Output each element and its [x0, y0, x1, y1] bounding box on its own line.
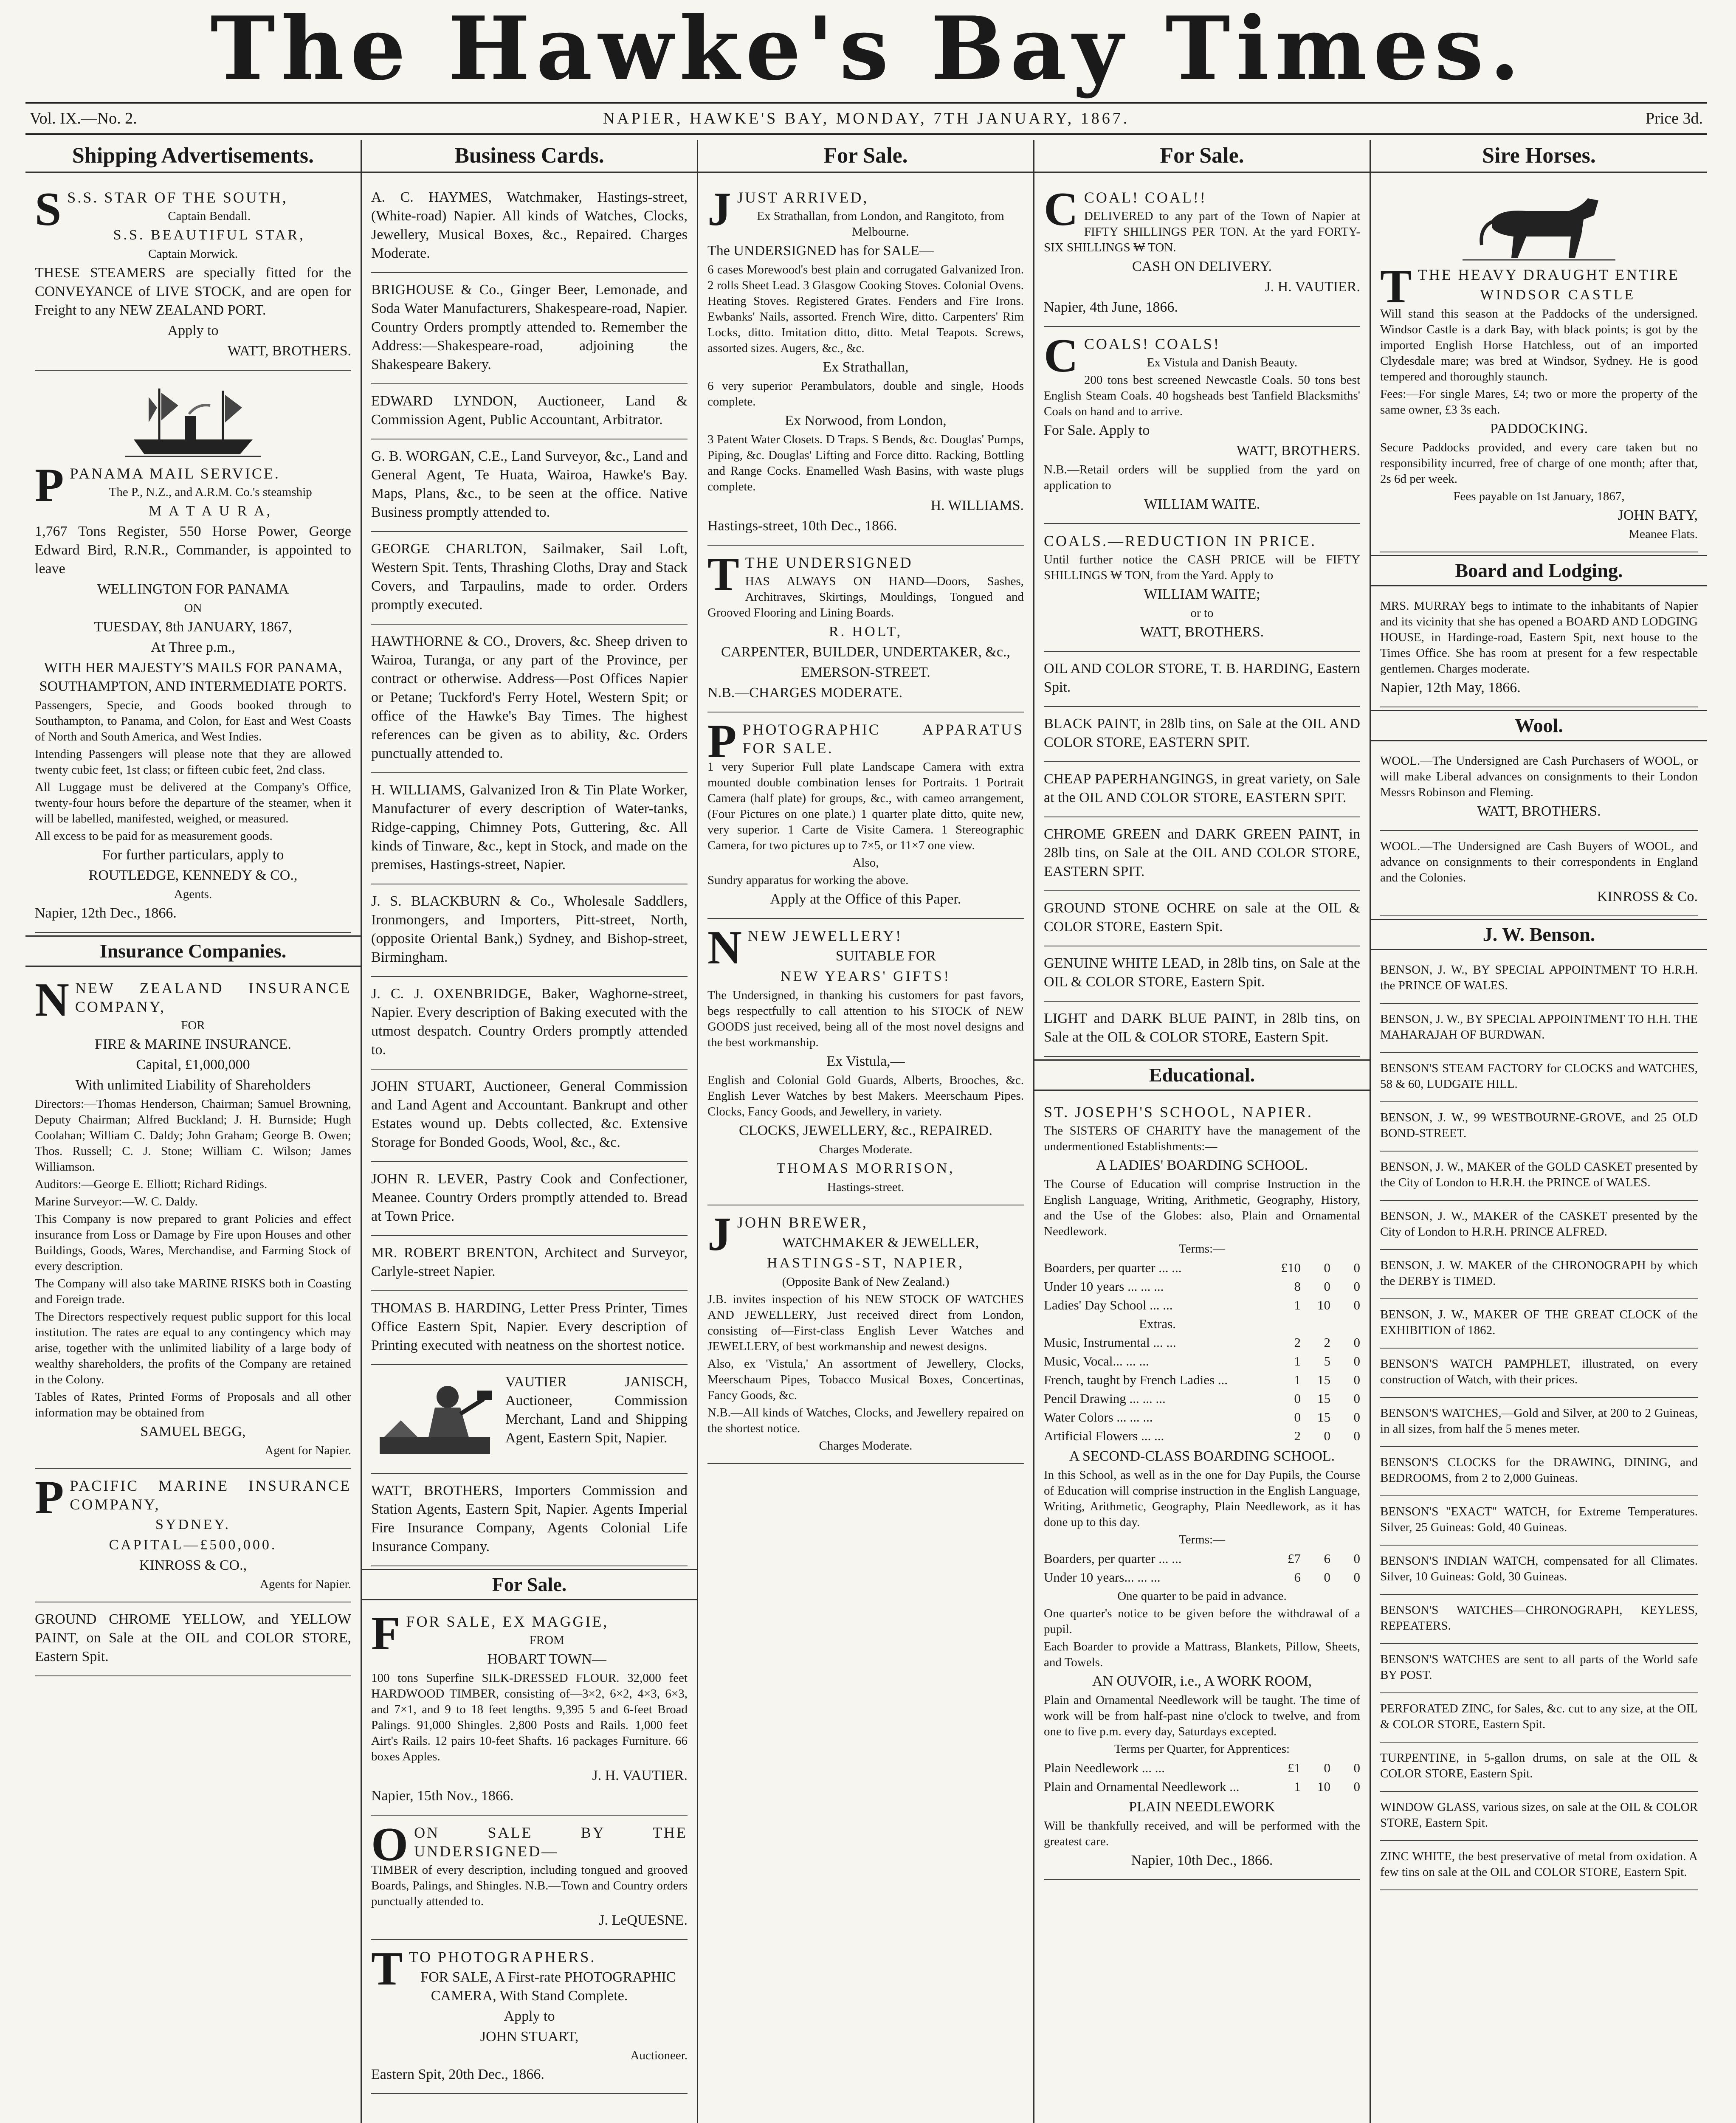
ad-wool [1380, 746, 1698, 831]
business-card [371, 977, 688, 1070]
ad-text: FOR [181, 1019, 205, 1032]
ad-signature: THOMAS MORRISON, [776, 1160, 955, 1176]
ad-body: THESE STEAMERS are specially fitted for the CONVEYANCE of LIVE STOCK, and are open for Freight to any NEW ZEALAND PORT. [35, 265, 351, 318]
ad-surveyor: Marine Surveyor:—W. C. Daldy. [35, 1195, 198, 1208]
ad-body: Plain and Ornamental Needlework will be taught. The time of work will be from half-past nine o'clock to twelve, and from one to five p.m. every day, Saturdays excepted. [1044, 1693, 1360, 1738]
ad-text: Secure Paddocks provided, and every care taken but no responsibility incurred, free of charge of one month; after that, 2s 6d per week. [1380, 441, 1698, 486]
ad-text: Ex Norwood, from London, [785, 413, 947, 428]
ad-time: At Three p.m., [151, 639, 235, 655]
ad-text: For further particulars, apply to [102, 847, 284, 863]
business-card [371, 884, 688, 977]
ad-wool [1380, 831, 1698, 916]
business-card [371, 625, 688, 773]
ad-text: Will be thankfully received, and will be performed with the greatest care. [1044, 1819, 1360, 1848]
ad-body: Until further notice the CASH PRICE will be FIFTY SHILLINGS ₩ TON, from the Yard. Apply to [1044, 553, 1360, 582]
ad-text: All excess to be paid for as measurement goods. [35, 829, 273, 843]
ad-text: N.B.—CHARGES MODERATE. [707, 685, 903, 701]
ad-title: FFOR SALE, EX MAGGIE, [371, 1607, 609, 1660]
ad-text: Ex Vistula and Danish Beauty. [1147, 356, 1298, 369]
ad-text: HASTINGS-ST, NAPIER, [767, 1255, 964, 1271]
short-ad [1044, 707, 1360, 762]
ad-text: A SECOND-CLASS BOARDING SCHOOL. [1069, 1448, 1335, 1464]
short-ad [1044, 762, 1360, 817]
ad-text: PADDOCKING. [1490, 421, 1588, 436]
ad-text: Intending Passengers will please note that they are allowed twenty cubic feet, 1st class; or fifteen cubic feet, 2nd class. [35, 747, 351, 777]
short-ad [1380, 1841, 1698, 1890]
ad-text: Each Boarder to provide a Mattrass, Blankets, Pillow, Sheets, and Towels. [1044, 1640, 1360, 1669]
section-header-board-lodging: Board and Lodging. [1371, 555, 1707, 586]
ad-dated: Napier, 4th June, 1866. [1044, 299, 1178, 315]
short-ad [1380, 1693, 1698, 1743]
column-business-cards [362, 140, 698, 2123]
table-row: Ladies' Day School ... ... 1 10 0 [1044, 1298, 1360, 1312]
benson-ad [1380, 1250, 1698, 1299]
benson-ad [1380, 1299, 1698, 1349]
ad-text: (Opposite Bank of New Zealand.) [782, 1275, 950, 1289]
ad-dated: Napier, 12th May, 1866. [1380, 680, 1521, 695]
ad-text: BENSON'S WATCHES are sent to all parts of the World safe BY POST. [1380, 1653, 1698, 1682]
ad-text: BENSON'S WATCHES,—Gold and Silver, at 200 to 2 Guineas, in all sizes, from half the 5 menes meter. [1380, 1406, 1698, 1436]
table-row: Music, Instrumental ... ... 2 2 0 [1044, 1335, 1360, 1350]
ad-text: HOBART TOWN— [487, 1651, 606, 1667]
ad-windsor-castle [1380, 180, 1698, 552]
ad-body: TIMBER of every description, including tongued and grooved Boards, Palings, and Shingles. N.B.—Town and Country orders punctually attended to. [371, 1863, 688, 1908]
ad-title: TTHE UNDERSIGNED [707, 548, 913, 601]
business-card [371, 273, 688, 384]
masthead [0, 0, 1736, 98]
business-card [371, 180, 688, 273]
table-row: Music, Vocal... ... ... 1 5 0 [1044, 1354, 1360, 1368]
ad-ship-name: S.S. BEAUTIFUL STAR, [113, 227, 305, 243]
fees-table [1044, 1759, 1360, 1796]
card-text: VAUTIER JANISCH, Auctioneer, Commission Merchant, Land and Shipping Agent, Eastern Spit, Napier. [505, 1374, 688, 1446]
ad-photographers [371, 1940, 688, 2094]
section-header-for-sale: For Sale. [362, 1569, 697, 1600]
ad-title: TTO PHOTOGRAPHERS. [371, 1943, 596, 1995]
benson-ad [1380, 1102, 1698, 1152]
fees-table [1044, 1549, 1360, 1587]
ad-text: WINDSOR CASTLE [1480, 287, 1636, 303]
ad-text: One quarter's notice to be given before the withdrawal of a pupil. [1044, 1607, 1360, 1636]
ad-text: AN OUVOIR, i.e., A WORK ROOM, [1092, 1673, 1312, 1689]
ad-items: 200 tons best screened Newcastle Coals. 50 tons best English Steam Coals. 40 hogsheads best Tanfield Blacksmiths' Coals on hand and to arrive. [1044, 373, 1360, 418]
business-card [371, 1162, 688, 1236]
column-for-sale-2 [1034, 140, 1371, 2123]
card-text: MR. ROBERT BRENTON, Architect and Surveyor, Carlyle-street Napier. [371, 1245, 688, 1279]
ad-text: The UNDERSIGNED has for SALE— [707, 243, 934, 259]
ad-title: NNEW ZEALAND INSURANCE COMPANY, [35, 974, 351, 1026]
fees-table [1044, 1259, 1360, 1445]
benson-ad [1380, 1644, 1698, 1693]
benson-ad [1380, 1053, 1698, 1102]
ad-text: PLAIN NEEDLEWORK [1129, 1799, 1275, 1815]
ad-signature: WATT, BROTHERS. [227, 343, 351, 359]
ad-text: Sundry apparatus for working the above. [707, 873, 909, 887]
ad-text: All Luggage must be delivered at the Company's Office, twenty-four hours before the departure of the steamer, when it will be labelled, manifested, weighed, or measured. [35, 780, 351, 825]
ad-new-jewellery [707, 919, 1024, 1205]
ad-text: BLACK PAINT, in 28lb tins, on Sale at the OIL AND COLOR STORE, EASTERN SPIT. [1044, 716, 1360, 750]
ad-text: OIL AND COLOR STORE, T. B. HARDING, Eastern Spit. [1044, 661, 1360, 695]
short-ad [1044, 1002, 1360, 1057]
ad-signature: WATT, BROTHERS. [1236, 443, 1360, 459]
auctioneer-engraving-icon [371, 1374, 499, 1463]
column-sire-horses [1371, 140, 1707, 2123]
ad-text: BENSON, J. W., MAKER of the CASKET presented by the City of London to H.R.H. PRINCE ALFRED. [1380, 1209, 1698, 1239]
ad-signature: ROUTLEDGE, KENNEDY & CO., [88, 867, 298, 883]
ad-text: BENSON'S STEAM FACTORY for CLOCKS and WATCHES, 58 & 60, LUDGATE HILL. [1380, 1062, 1698, 1091]
dateline [25, 102, 1707, 135]
ad-body: WOOL.—The Undersigned are Cash Buyers of WOOL, and advance on consignments to their correspondents in England and the Colonies. [1380, 839, 1698, 884]
ad-text: CHEAP PAPERHANGINGS, in great variety, on Sale at the OIL AND COLOR STORE, EASTERN SPIT. [1044, 771, 1360, 805]
ad-dated: Napier, 12th Dec., 1866. [35, 905, 177, 921]
ad-title: PPANAMA MAIL SERVICE. [35, 459, 280, 512]
ad-signature: SAMUEL BEGG, [140, 1424, 246, 1439]
table-row: Plain Needlework ... ... £1 0 0 [1044, 1760, 1360, 1775]
ad-signature: Agents for Napier. [259, 1577, 351, 1591]
benson-ad [1380, 1201, 1698, 1250]
ad-text: The Directors respectively request public support for this local institution. The rates are equal to any contingency which may arise, together with the unlimited liability of a large body of wealthy shareholders, the profits of the Company are retained in the Colony. [35, 1310, 351, 1386]
ad-text: CAPITAL—£500,000. [109, 1537, 277, 1553]
ad-ship-name: M A T A U R A, [149, 503, 273, 519]
ad-body: WOOL.—The Undersigned are Cash Purchasers of WOOL, or will make Liberal advances on consignments to their London Messrs Robinson and Fleming. [1380, 754, 1698, 799]
business-card [371, 384, 688, 439]
ad-holt [707, 546, 1024, 712]
ad-text: Terms per Quarter, for Apprentices: [1114, 1742, 1290, 1756]
ad-text: GROUND CHROME YELLOW, and YELLOW PAINT, on Sale at the OIL and COLOR STORE, Eastern Spit. [35, 1611, 351, 1664]
ad-captain: Captain Morwick. [148, 247, 238, 261]
short-ad [1044, 891, 1360, 946]
column-header: For Sale. [1034, 140, 1370, 173]
ad-body: In this School, as well as in the one for Day Pupils, the Course of Education will comprise instruction in the English Language, Writing, Arithmetic, Geography, Plain Needlework, as it has done up to this day. [1044, 1468, 1360, 1529]
ad-coals [1044, 327, 1360, 524]
ad-title: ST. JOSEPH'S SCHOOL, NAPIER. [1044, 1104, 1313, 1121]
ad-signature: WATT, BROTHERS. [1477, 803, 1601, 819]
short-ad [1380, 1743, 1698, 1792]
ad-items: 6 very superior Perambulators, double and single, Hoods complete. [707, 379, 1024, 408]
ad-text: Charges Moderate. [819, 1143, 913, 1156]
ad-text: Apply at the Office of this Paper. [770, 891, 961, 907]
card-text: BRIGHOUSE & Co., Ginger Beer, Lemonade, and Soda Water Manufacturers, Shakespeare-road, Napier. Country Orders promptly attended to. Remember the Address:—Shakespeare-road, adjoining the Shakespeare Bakery. [371, 282, 688, 372]
ad-text: SUITABLE FOR [835, 948, 936, 964]
ad-body: Will stand this season at the Paddocks of the undersigned. Windsor Castle is a dark Bay, with black points; is got by the imported English Horse Hatchless, out of an imported Clydesdale mare; was bred at Windsor, Sydney. He is good tempered and thoroughly staunch. [1380, 307, 1698, 383]
ad-text: BENSON'S "EXACT" WATCH, for Extreme Temperatures. Silver, 25 Guineas: Gold, 40 Guineas. [1380, 1505, 1698, 1534]
ad-signature: J. H. VAUTIER. [592, 1768, 688, 1783]
ad-mails: WITH HER MAJESTY'S MAILS FOR PANAMA, SOUTHAMPTON, AND INTERMEDIATE PORTS. [39, 660, 347, 694]
ad-text: BENSON'S CLOCKS for the DRAWING, DINING, and BEDROOMS, from 2 to 2,000 Guineas. [1380, 1456, 1698, 1485]
ad-new-zealand-insurance [35, 971, 351, 1469]
ad-text: WINDOW GLASS, various sizes, on sale at the OIL & COLOR STORE, Eastern Spit. [1380, 1800, 1698, 1830]
ad-text: One quarter to be paid in advance. [1117, 1589, 1287, 1603]
short-ad [1044, 946, 1360, 1002]
benson-ad [1380, 1398, 1698, 1447]
table-row: Extras. [1139, 1316, 1176, 1331]
business-card [371, 532, 688, 625]
ad-text: Hastings-street. [827, 1180, 905, 1194]
ad-text: Charges Moderate. [819, 1439, 913, 1453]
ad-body: DELIVERED to any part of the Town of Napier at FIFTY SHILLINGS PER TON. At the yard FORTY-SIX SHILLINGS ₩ TON. [1044, 209, 1360, 254]
ad-text: 1,767 Tons Register, 550 Horse Power, George Edward Bird, R.N.R., Commander, is appointed to leave [35, 524, 351, 577]
card-text: H. WILLIAMS, Galvanized Iron & Tin Plate Worker, Manufacturer of every description of Water-tanks, Ridge-capping, Chimney Pots, Guttering, &c. All kinds of Tinware, &c., kept in Stock, and made on the premises, Hastings-street, Napier. [371, 782, 688, 873]
ad-title: S S.S. STAR OF THE SOUTH, [35, 183, 288, 236]
ad-title: PPHOTOGRAPHIC APPARATUS FOR SALE. [707, 715, 1024, 768]
ad-text: NEW YEARS' GIFTS! [781, 969, 951, 984]
ad-text: CARPENTER, BUILDER, UNDERTAKER, &c., [721, 644, 1010, 660]
ad-panama-mail [35, 371, 351, 933]
business-card [371, 1291, 688, 1365]
ad-text: LIGHT and DARK BLUE PAINT, in 28lb tins, on Sale at the OIL & COLOR STORE, Eastern Spit. [1044, 1011, 1360, 1045]
table-row: Boarders, per quarter ... ... £7 6 0 [1044, 1551, 1360, 1566]
benson-ad [1380, 1152, 1698, 1201]
ad-route: WELLINGTON FOR PANAMA [97, 581, 289, 597]
ad-text: or to [1190, 606, 1214, 620]
ad-signature: H. WILLIAMS. [930, 498, 1024, 513]
ad-text: BENSON, J. W., MAKER OF THE GREAT CLOCK of the EXHIBITION of 1862. [1380, 1308, 1698, 1337]
ad-text: This Company is now prepared to grant Policies and effect insurance from Loss or Damage by Fire upon Houses and other Buildings, Goods, Wares, Merchandise, and Farming Stock of every description. [35, 1212, 351, 1273]
card-text: HAWTHORNE & CO., Drovers, &c. Sheep driven to Wairoa, Turanga, or any part of the Province, per contract or otherwise. Address—Post Offices Napier or Petane; Tuckford's Ferry Hotel, Western Spit; or office of the Hawke's Bay Times. The highest references can be given as to ability, &c. Orders punctually attended to. [371, 634, 688, 761]
ad-coals-reduction [1044, 524, 1360, 652]
ad-text: GROUND STONE OCHRE on sale at the OIL & COLOR STORE, Eastern Spit. [1044, 900, 1360, 935]
section-header-insurance: Insurance Companies. [25, 935, 361, 967]
ad-text: CLOCKS, JEWELLERY, &c., REPAIRED. [739, 1123, 992, 1138]
ad-text: The SISTERS OF CHARITY have the management of the undermentioned Establishments:— [1044, 1124, 1360, 1153]
ad-text: The P., N.Z., and A.R.M. Co.'s steamship [109, 485, 312, 499]
price: Price 3d. [1645, 110, 1703, 127]
ad-text: N.B.—All kinds of Watches, Clocks, and Jewellery repaired on the shortest notice. [707, 1406, 1024, 1435]
table-row: French, taught by French Ladies ... 1 15 0 [1044, 1372, 1360, 1387]
ad-text: Also, ex 'Vistula,' An assortment of Jewellery, Clocks, Meerschaum Pipes, Tobacco Musical Boxes, Concertinas, Fancy Goods, &c. [707, 1357, 1024, 1402]
ad-auditors: Auditors:—George E. Elliott; Richard Ridings. [35, 1177, 268, 1191]
ad-text: Passengers, Specie, and Goods booked through to Southampton, to Panama, and Colon, for East and West Coasts of North and South America, and West Indies. [35, 698, 351, 743]
ad-signature: WILLIAM WAITE; [1144, 586, 1260, 602]
business-card [371, 1474, 688, 1566]
ad-signature: KINROSS & Co. [1597, 889, 1698, 904]
ad-board-lodging [1380, 591, 1698, 707]
section-header-benson: J. W. Benson. [1371, 919, 1707, 950]
card-text: J. C. J. OXENBRIDGE, Baker, Waghorne-street, Napier. Every description of Baking executed with the utmost despatch. Country Orders promptly attended to. [371, 986, 688, 1058]
ad-text: Ex Strathallan, from London, and Rangitoto, from Melbourne. [757, 209, 1004, 239]
ad-text: N.B.—Retail orders will be supplied from the yard on application to [1044, 463, 1360, 492]
ad-timber [371, 1816, 688, 1940]
ad-pacific-marine [35, 1469, 351, 1602]
ad-title: CCOALS! COALS! [1044, 329, 1220, 382]
ad-text: BENSON'S WATCHES—CHRONOGRAPH, KEYLESS, REPEATERS. [1380, 1603, 1698, 1633]
table-row: Artificial Flowers ... ... 2 0 0 [1044, 1428, 1360, 1443]
section-header-educational: Educational. [1034, 1059, 1370, 1091]
ad-chrome-yellow [35, 1602, 351, 1676]
ad-coal [1044, 180, 1360, 327]
ad-title: TTHE HEAVY DRAUGHT ENTIRE [1380, 260, 1680, 313]
ad-signature: Agents. [174, 887, 212, 901]
ad-star-of-the-south [35, 180, 351, 371]
ad-title: COALS.—REDUCTION IN PRICE. [1044, 532, 1317, 549]
ad-text: GENUINE WHITE LEAD, in 28lb tins, on Sale at the OIL & COLOR STORE, Eastern Spit. [1044, 955, 1360, 990]
card-text: J. S. BLACKBURN & Co., Wholesale Saddlers, Ironmongers, and Importers, Pitt-street, North, (opposite Oriental Bank,) Sydney, and Bishop-street, Birmingham. [371, 893, 688, 965]
benson-ad [1380, 1496, 1698, 1546]
benson-ad [1380, 1349, 1698, 1398]
card-text: WATT, BROTHERS, Importers Commission and Station Agents, Eastern Spit, Napier. Agents Imperial Fire Insurance Company, Agents Colonial Life Insurance Company. [371, 1483, 688, 1554]
draught-horse-icon [1463, 190, 1615, 262]
ad-text: With unlimited Liability of Shareholders [75, 1077, 311, 1093]
ad-text: Also, [852, 856, 879, 870]
ad-text: Ex Strathallan, [823, 359, 909, 375]
ad-text: Tables of Rates, Printed Forms of Proposals and all other information may be obtained from [35, 1390, 351, 1419]
ad-on: ON [184, 601, 202, 615]
ad-dated: Hastings-street, 10th Dec., 1866. [707, 518, 897, 534]
ad-title: OON SALE BY THE UNDERSIGNED— [371, 1818, 688, 1871]
ad-just-arrived [707, 180, 1024, 546]
ad-text: Terms:— [1178, 1533, 1226, 1546]
ad-date: TUESDAY, 8th JANUARY, 1867, [94, 619, 292, 635]
table-row: Pencil Drawing ... ... ... 0 15 0 [1044, 1391, 1360, 1406]
ad-items: 100 tons Superfine SILK-DRESSED FLOUR. 32,000 feet HARDWOOD TIMBER, consisting of—3×2, 6×2, 4×3, 6×3, and 7×1, and 9 to 18 feet lengths. 9,395 5 and 6-feet Broad Palings. 91,000 Shingles. 2,800 Posts and Rails. 1,000 feet Airt's Rails. 12 pairs 10-feet Shafts. 16 packages Furniture. 66 boxes Apples. [371, 1671, 688, 1763]
short-ad [1044, 652, 1360, 707]
column-header: For Sale. [698, 140, 1033, 173]
ad-text: SYDNEY. [155, 1517, 231, 1532]
ad-body: HAS ALWAYS ON HAND—Doors, Sashes, Architraves, Skirtings, Mouldings, Tongued and Grooved Flooring and Lining Boards. [707, 574, 1024, 619]
ad-apply: Apply to [504, 2008, 555, 2024]
benson-ad [1380, 1447, 1698, 1496]
ad-text: CASH ON DELIVERY. [1132, 259, 1272, 274]
volume-number: Vol. IX.—No. 2. [30, 110, 137, 127]
ad-signature: J. H. VAUTIER. [1265, 279, 1360, 295]
ad-text: BENSON, J. W., 99 WESTBOURNE-GROVE, and 25 OLD BOND-STREET. [1380, 1111, 1698, 1140]
ad-text: A LADIES' BOARDING SCHOOL. [1096, 1157, 1308, 1173]
column-for-sale [698, 140, 1034, 2123]
business-card [371, 439, 688, 532]
section-header-wool: Wool. [1371, 710, 1707, 741]
ad-text: Fees:—For single Mares, £4; two or more the property of the same owner, £3 3s each. [1380, 387, 1698, 417]
ad-john-brewer [707, 1205, 1024, 1464]
ad-signature: R. HOLT, [829, 624, 903, 639]
card-text: GEORGE CHARLTON, Sailmaker, Sail Loft, Western Spit. Tents, Thrashing Cloths, Dray and Stack Covers, and Tarpaulins, made to order. Orders promptly executed. [371, 541, 688, 613]
ad-text: WATCHMAKER & JEWELLER, [782, 1235, 979, 1250]
card-text: G. B. WORGAN, C.E., Land Surveyor, &c., Land and General Agent, Te Huata, Wairoa, Hawke's Bay. Maps, Plans, &c., to be seen at the office. Native Business promptly attended to. [371, 448, 688, 520]
ad-text: PERFORATED ZINC, for Sales, &c. cut to any size, at the OIL & COLOR STORE, Eastern Spit. [1380, 1702, 1698, 1731]
ad-items: 1 very Superior Full plate Landscape Camera with extra mounted double combination lenses for Portraits. 1 Portrait Camera (half plate) for groups, &c., with cameo arrangement, (Four Pictures on one plate.) 1 quarter plate ditto, quite new, very superior. 1 Carte de Visite Camera. 1 Stereographic Camera, for two pictures up to 7×5, or 11×7 one view. [707, 760, 1024, 852]
newspaper-title: The Hawke's Bay Times. [210, 0, 1526, 100]
ad-apply: Apply to [167, 323, 219, 338]
table-row: Under 10 years ... ... ... 8 0 0 [1044, 1279, 1360, 1294]
ad-apply: For Sale. Apply to [1044, 422, 1150, 438]
benson-ad [1380, 1546, 1698, 1595]
ad-text: CHROME GREEN and DARK GREEN PAINT, in 28lb tins, on Sale at the OIL AND COLOR STORE, EASTERN SPIT. [1044, 826, 1360, 879]
column-header: Sire Horses. [1371, 140, 1707, 173]
column-header: Shipping Advertisements. [25, 140, 361, 173]
card-text: A. C. HAYMES, Watchmaker, Hastings-street, (White-road) Napier. All kinds of Watches, Clocks, Jewellery, Musical Boxes, &c., Repaired. Charges Moderate. [371, 189, 688, 261]
short-ad [1044, 817, 1360, 891]
ad-text: Ex Vistula,— [826, 1053, 905, 1069]
ad-text: ZINC WHITE, the best preservative of metal from oxidation. A few tins on sale at the OIL and COLOR STORE, Eastern Spit. [1380, 1850, 1698, 1879]
ad-st-josephs-school [1044, 1095, 1360, 1880]
ad-dated: Napier, 10th Dec., 1866. [1131, 1853, 1273, 1868]
ad-text: BENSON'S WATCH PAMPHLET, illustrated, on every construction of Watch, with their prices. [1380, 1357, 1698, 1386]
ad-text: BENSON, J. W., BY SPECIAL APPOINTMENT TO H.H. THE MAHARAJAH OF BURDWAN. [1380, 1012, 1698, 1042]
column-header: Business Cards. [362, 140, 697, 173]
ad-items: 3 Patent Water Closets. D Traps. S Bends, &c. Douglas' Pumps, Piping, &c. Douglas' Lifting and Force ditto. Racking, Bottling and Range Cocks. Enamelled Wash Basins, with waste plugs complete. [707, 433, 1024, 493]
card-text: EDWARD LYNDON, Auctioneer, Land & Commission Agent, Public Accountant, Arbitrator. [371, 393, 688, 428]
ad-signature: Auctioneer. [630, 2049, 688, 2062]
ad-signature: WATT, BROTHERS. [1140, 624, 1264, 640]
steamship-icon [125, 380, 261, 461]
ad-text: BENSON, J. W., MAKER of the GOLD CASKET presented by the City of London to H.R.H. the PRINCE of WALES. [1380, 1160, 1698, 1189]
ad-dated: Fees payable on 1st January, 1867, [1453, 490, 1625, 503]
ad-signature: JOHN BATY, [1618, 507, 1698, 523]
table-row: Plain and Ornamental Needlework ... 1 10 0 [1044, 1779, 1360, 1794]
business-card [371, 773, 688, 884]
ad-text: FROM [529, 1633, 564, 1647]
ad-title: JJOHN BREWER, [707, 1208, 868, 1261]
ad-title: PPACIFIC MARINE INSURANCE COMPANY, [35, 1471, 351, 1524]
ad-signature: KINROSS & CO., [139, 1557, 247, 1573]
ad-signature: Agent for Napier. [265, 1444, 351, 1457]
ad-signature: WILLIAM WAITE. [1144, 496, 1260, 512]
ad-title: NNEW JEWELLERY! [707, 921, 903, 974]
ad-signature: Meanee Flats. [1629, 527, 1698, 541]
ad-directors: Directors:—Thomas Henderson, Chairman; Samuel Browning, Deputy Chairman; Alfred Buckland; J. H. Burnside; Hugh Coolahan; William C. Daldy; John Graham; George B. Owen; Thos. Russell; C. J. Stone; William C. Wilson; James Williamson. [35, 1097, 351, 1174]
card-text: JOHN STUART, Auctioneer, General Commission and Land Agent and Accountant. Bankrupt and other Estates wound up. Debts collected, &c. Extensive Storage for Bonded Goods, Wool, &c., &c. [371, 1078, 688, 1150]
benson-ad [1380, 1004, 1698, 1053]
ad-title: JJUST ARRIVED, [707, 183, 869, 236]
ad-photographic-apparatus [707, 712, 1024, 919]
ad-signature: J. LeQUESNE. [599, 1912, 688, 1928]
ad-text: BENSON, J. W. MAKER of the CHRONOGRAPH by which the DERBY is TIMED. [1380, 1259, 1698, 1288]
ad-captain: Captain Bendall. [168, 209, 251, 223]
ad-text: The Company will also take MARINE RISKS both in Coasting and Foreign trade. [35, 1277, 351, 1306]
ad-items: 6 cases Morewood's best plain and corrugated Galvanized Iron. 2 rolls Sheet Lead. 3 Glasgow Cooking Stoves. Colonial Ovens. Heating Stoves. Registered Grates. Fenders and Fire Irons. Ewbanks' Nails, assorted. French Wire, ditto. Carpenters' Rim Locks, ditto. Imitation ditto, ditto. Metal Teapots. Screws, assorted sizes. Augers, &c., &c. [707, 263, 1024, 355]
card-text: THOMAS B. HARDING, Letter Press Printer, Times Office Eastern Spit, Napier. Every description of Printing executed with neatness on the shortest notice. [371, 1300, 688, 1353]
business-card [371, 1236, 688, 1291]
table-row: Under 10 years... ... ... 6 0 0 [1044, 1570, 1360, 1585]
ad-dated: Napier, 15th Nov., 1866. [371, 1788, 514, 1804]
ad-body: MRS. MURRAY begs to intimate to the inhabitants of Napier and its vicinity that she has opened a BOARD AND LODGING HOUSE, in Hardinge-road, Eastern Spit, next house to the Times Office. She has room at present for a few respectable gentlemen. Charges moderate. [1380, 599, 1698, 676]
column-shipping [25, 140, 362, 2123]
ad-dated: Eastern Spit, 20th Dec., 1866. [371, 2067, 544, 2082]
ad-text: BENSON, J. W., BY SPECIAL APPOINTMENT TO H.R.H. the PRINCE OF WALES. [1380, 963, 1698, 992]
ad-body: The Course of Education will comprise Instruction in the English Language, Writing, Arithmetic, Geography, History, and the Use of the Globes: also, Plain and Ornamental Needlework. [1044, 1177, 1360, 1238]
place-and-date: NAPIER, HAWKE'S BAY, MONDAY, 7TH JANUARY, 1867. [603, 110, 1130, 127]
business-card [371, 1365, 688, 1474]
card-text: JOHN R. LEVER, Pastry Cook and Confectioner, Meanee. Country Orders promptly attended to. Bread at Town Price. [371, 1171, 688, 1224]
benson-ad [1380, 955, 1698, 1004]
ad-ex-maggie [371, 1605, 688, 1816]
ad-body: J.B. invites inspection of his NEW STOCK OF WATCHES AND JEWELLERY, Just received direct from London, consisting of—First-class English Lever Watches and JEWELLERY, of best workmanship and newest designs. [707, 1292, 1024, 1353]
ad-text: FIRE & MARINE INSURANCE. [95, 1036, 291, 1052]
ad-body: FOR SALE, A First-rate PHOTOGRAPHIC CAMERA, With Stand Complete. [420, 1969, 676, 2004]
ad-body: The Undersigned, in thanking his customers for past favors, begs respectfully to call attention to his STOCK of NEW GOODS just received, being all of the most novel designs and the best workmanship. [707, 988, 1024, 1049]
business-card [371, 1070, 688, 1162]
ad-text: BENSON'S INDIAN WATCH, compensated for all Climates. Silver, 10 Guineas: Gold, 30 Guineas. [1380, 1554, 1698, 1583]
ad-title: CCOAL! COAL!! [1044, 183, 1207, 236]
ad-signature: JOHN STUART, [480, 2029, 579, 2044]
table-row: Water Colors ... ... ... 0 15 0 [1044, 1410, 1360, 1425]
ad-text: Terms:— [1178, 1242, 1226, 1256]
ad-text: TURPENTINE, in 5-gallon drums, on sale at the OIL & COLOR STORE, Eastern Spit. [1380, 1751, 1698, 1780]
short-ad [1380, 1792, 1698, 1841]
benson-ad [1380, 1595, 1698, 1644]
ad-text: EMERSON-STREET. [801, 664, 930, 680]
ad-items: English and Colonial Gold Guards, Alberts, Brooches, &c. English Lever Watches by best Makers. Meerschaum Pipes. Clocks, Fancy Goods, and Jewellery, in variety. [707, 1073, 1024, 1118]
ad-text: Capital, £1,000,000 [136, 1057, 250, 1073]
columns [25, 140, 1707, 2123]
table-row: Boarders, per quarter ... ... £10 0 0 [1044, 1260, 1360, 1275]
